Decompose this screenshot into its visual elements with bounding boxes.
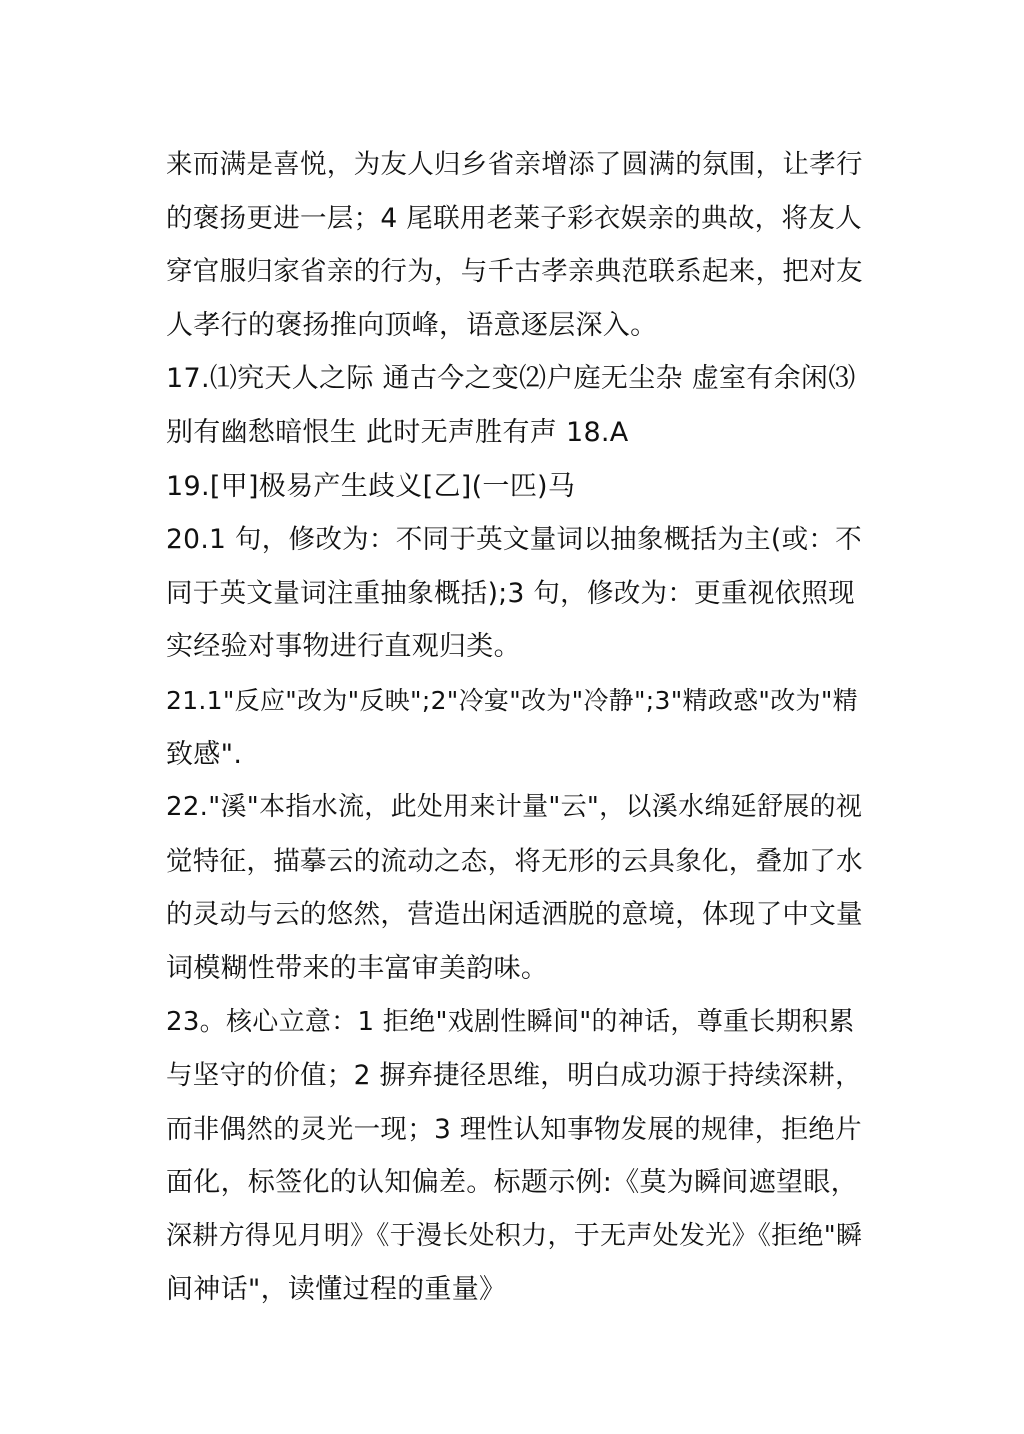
answer-22-line: 的灵动与云的悠然，营造出闲适洒脱的意境，体现了中文量	[166, 899, 863, 931]
answer-22-line: 词模糊性带来的丰富审美韵味。	[166, 952, 549, 984]
answer-23-line: 面化，标签化的认知偏差。标题示例:《莫为瞬间遮望眼，	[166, 1167, 858, 1199]
text-line: 的褒扬更进一层；4 尾联用老莱子彩衣娱亲的典故，将友人	[166, 202, 862, 234]
answer-21-line: 21.1"反应"改为"反映";2"冷宴"改为"冷静";3"精政惑"改为"精	[166, 685, 858, 715]
answer-20-line: 20.1 句，修改为：不同于英文量词以抽象概括为主(或：不	[166, 524, 862, 556]
answer-20-line: 实经验对事物进行直观归类。	[166, 631, 521, 663]
answer-17-line: 17.⑴究天人之际 通古今之变⑵户庭无尘杂 虚室有余闲⑶	[166, 363, 856, 395]
answer-21-line: 致感".	[166, 738, 243, 770]
answer-23-line: 间神话"，读懂过程的重量》	[166, 1274, 507, 1306]
answer-22-line: 22."溪"本指水流，此处用来计量"云"，以溪水绵延舒展的视	[166, 792, 863, 823]
answer-17-18-line: 别有幽愁暗恨生 此时无声胜有声 18.A	[166, 416, 629, 448]
answer-23-line: 深耕方得见月明》《于漫长处积力，于无声处发光》《拒绝"瞬	[166, 1220, 863, 1251]
text-line: 来而满是喜悦，为友人归乡省亲增添了圆满的氛围，让孝行	[166, 149, 863, 180]
answer-text-block	[166, 138, 866, 1317]
text-line: 人孝行的褒扬推向顶峰，语意逐层深入。	[166, 309, 658, 341]
answer-23-line: 而非偶然的灵光一现；3 理性认知事物发展的规律，拒绝片	[166, 1113, 862, 1145]
answer-23-line: 与坚守的价值；2 摒弃捷径思维，明白成功源于持续深耕，	[166, 1060, 862, 1092]
answer-20-line: 同于英文量词注重抽象概括);3 句，修改为：更重视依照现	[166, 577, 855, 609]
answer-22-line: 觉特征，描摹云的流动之态，将无形的云具象化，叠加了水	[166, 845, 863, 877]
answer-23-line: 23。核心立意：1 拒绝"戏剧性瞬间"的神话，尊重长期积累	[166, 1006, 855, 1037]
text-line: 穿官服归家省亲的行为，与千古孝亲典范联系起来，把对友	[166, 256, 863, 288]
answer-19-line: 19.[甲]极易产生歧义[乙](一匹)马	[166, 470, 576, 502]
